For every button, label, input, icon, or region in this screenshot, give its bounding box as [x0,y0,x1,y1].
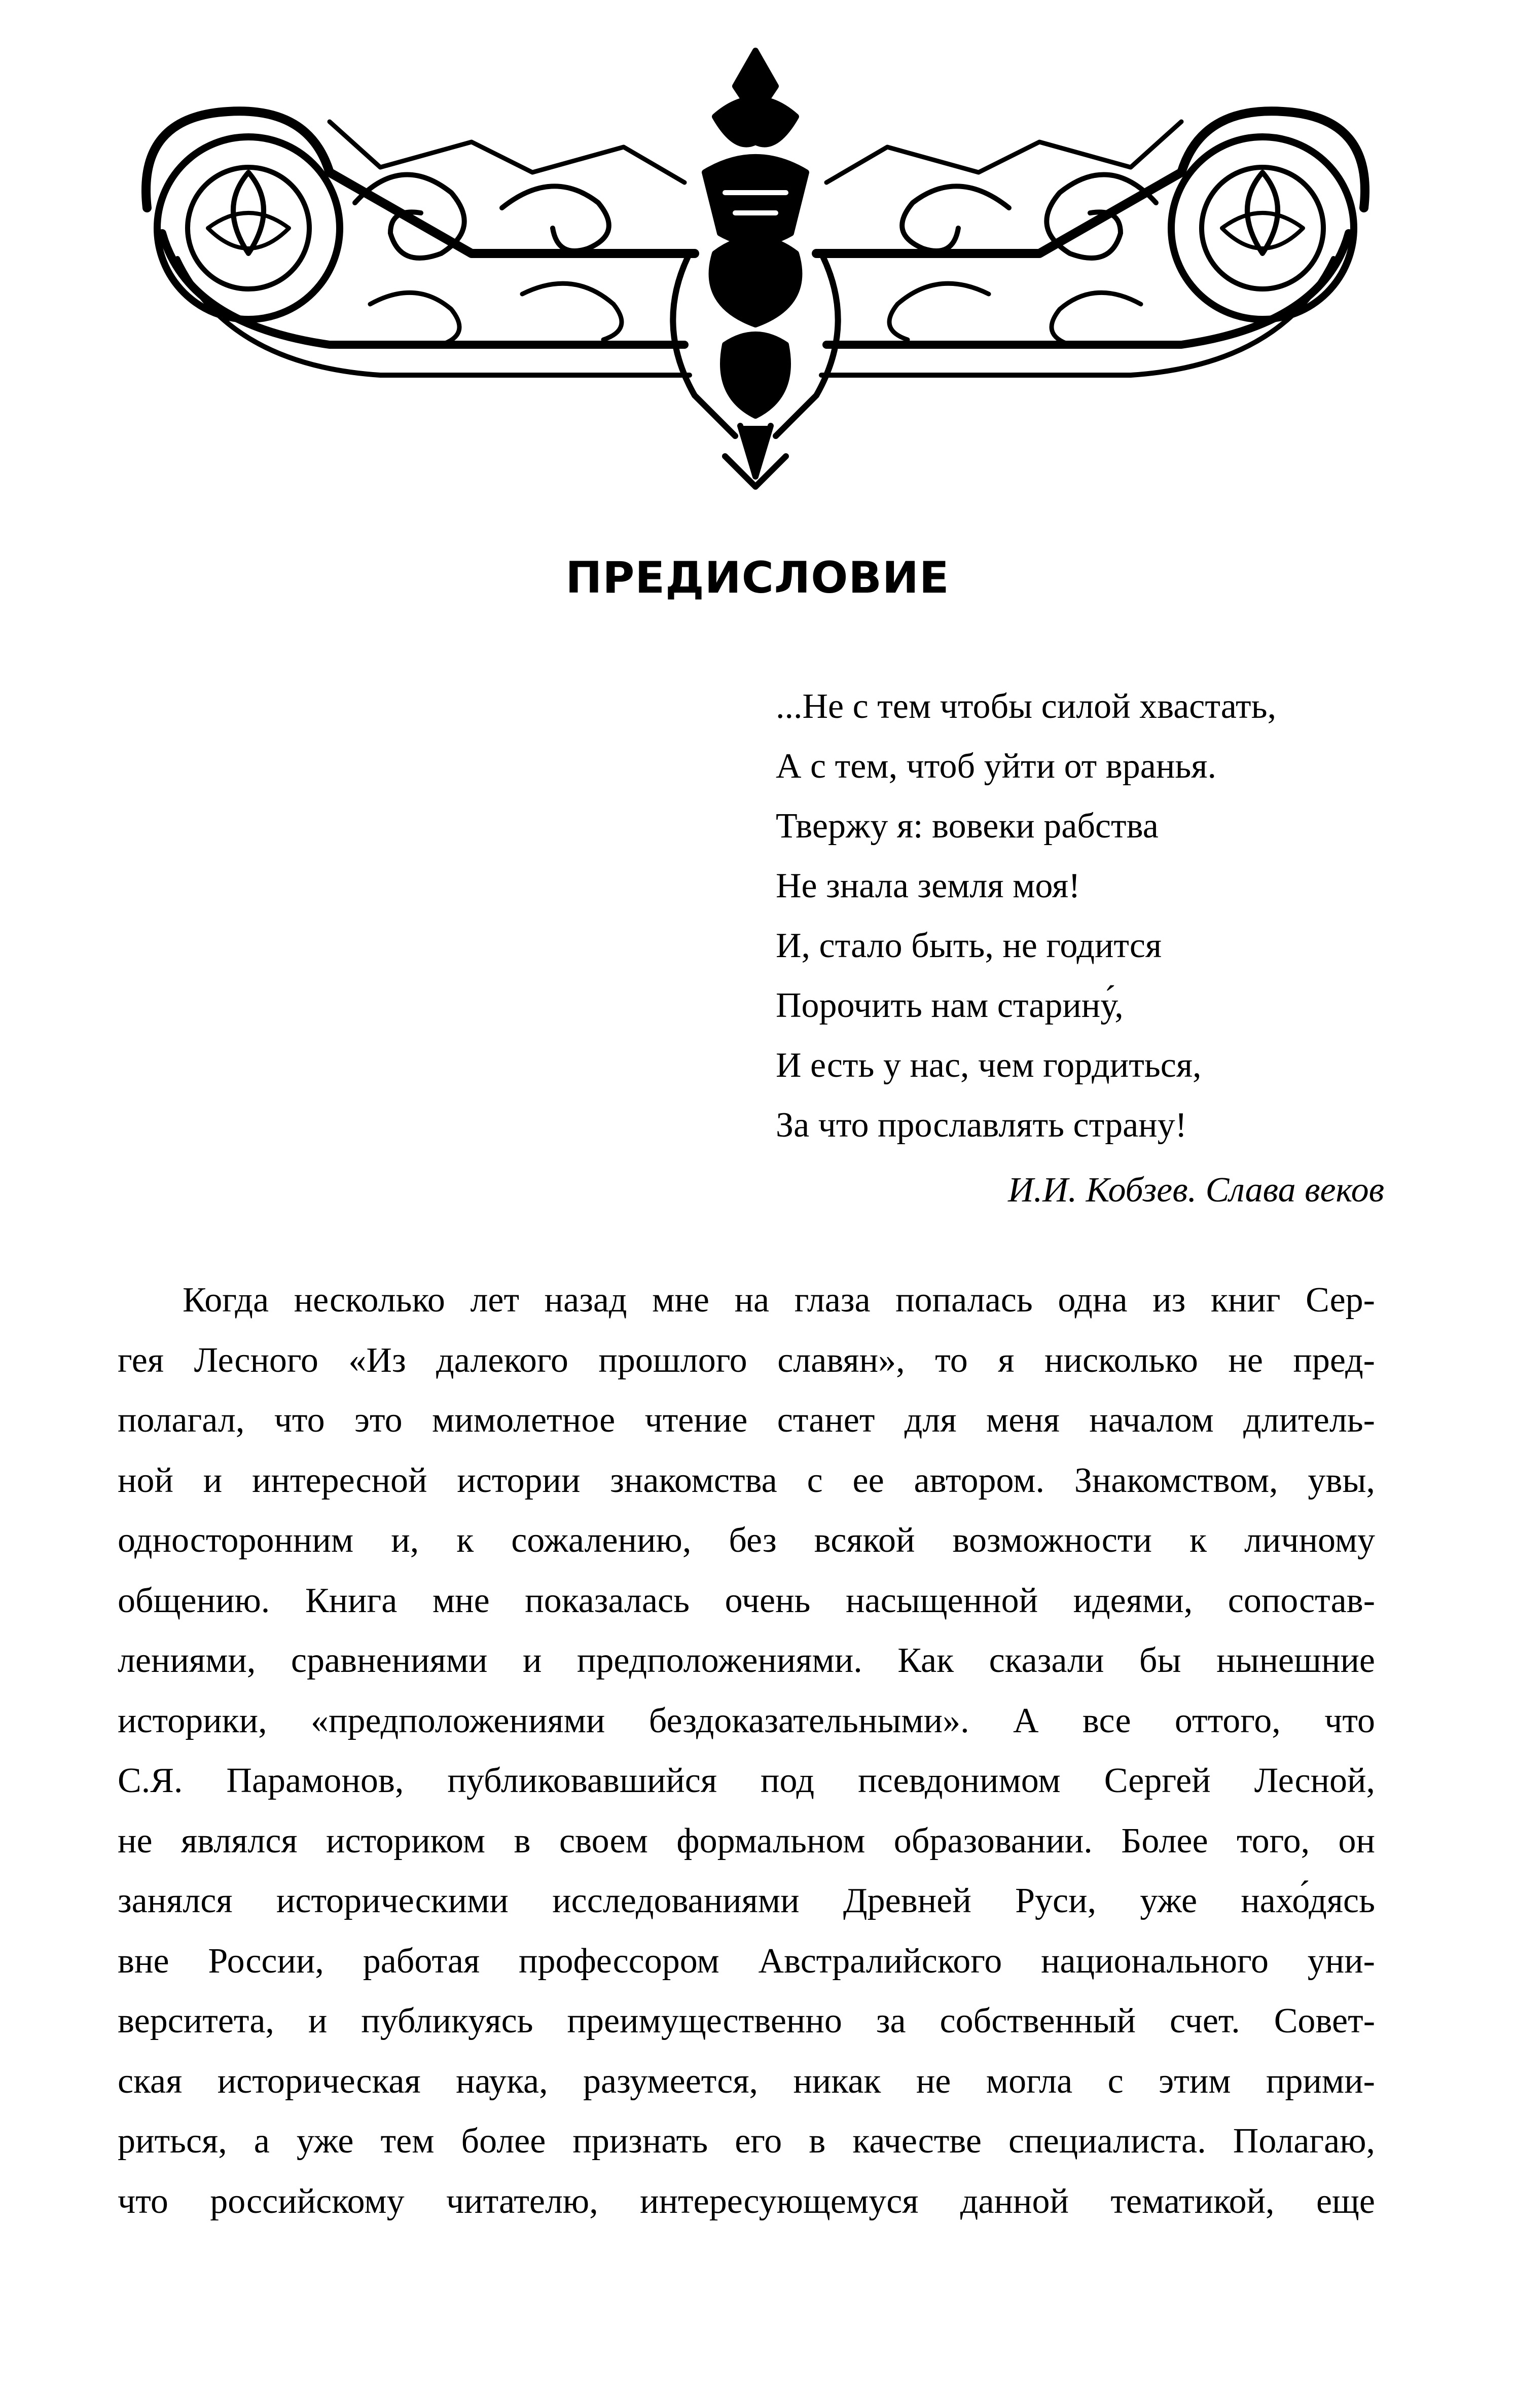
paragraph-line: ская историческая наука, разумеется, никак не могла с этим прими- [118,2061,1375,2101]
paragraph-line: ной и интересной истории знакомства с ее автором. Знакомством, увы, [118,1461,1375,1500]
paragraph-line: что российскому читателю, интересующемуся данной тематикой, еще [118,2181,1375,2221]
paragraph-line: не являлся историком в своем формальном образовании. Более того, он [118,1821,1375,1860]
epigraph-line: И есть у нас, чем гордиться, [776,1046,1202,1085]
paragraph-line: занялся историческими исследованиями Древней Руси, уже нахо́дясь [118,1881,1375,1920]
epigraph-line: ...Не с тем чтобы силой хвастать, [776,687,1277,726]
paragraph-line: гея Лесного «Из далекого прошлого славян», то я нисколько не пред- [118,1340,1375,1380]
paragraph-line: вне России, работая профессором Австралийского национального уни- [118,1941,1375,1981]
paragraph-line: верситета, и публикуясь преимущественно за собственный счет. Совет- [118,2001,1375,2040]
epigraph-line: И, стало быть, не годится [776,926,1162,965]
epigraph-line: А с тем, чтоб уйти от вранья. [776,747,1216,786]
paragraph-line: общению. Книга мне показалась очень насыщенной идеями, сопостав- [118,1581,1375,1620]
paragraph-line: полагал, что это мимолетное чтение станет для меня началом длитель- [118,1401,1375,1440]
paragraph-line: С.Я. Парамонов, публиковавшийся под псевдонимом Сергей Лесной, [118,1761,1375,1800]
body-paragraph [118,1270,1375,2232]
epigraph-attribution: И.И. Кобзев. Слава веков [1008,1171,1384,1210]
paragraph-line: историки, «предположениями бездоказательными». А все оттого, что [118,1701,1375,1740]
epigraph-line: Не знала земля моя! [776,866,1080,905]
paragraph-line: Когда несколько лет назад мне на глаза попалась одна из книг Сер- [183,1281,1375,1320]
epigraph-line: Порочить нам старину́, [776,986,1124,1025]
paragraph-line: лениями, сравнениями и предположениями. Как сказали бы нынешние [118,1641,1375,1680]
epigraph [776,677,1384,1220]
paragraph-line: односторонним и, к сожалению, без всякой возможности к личному [118,1521,1375,1560]
paragraph-line: риться, а уже тем более признать его в качестве специалиста. Полагаю, [118,2122,1375,2161]
decorative-headpiece-ornament [117,41,1394,497]
epigraph-line: Твержу я: вовеки рабства [776,807,1159,846]
chapter-title: ПРЕДИСЛОВИЕ [565,553,950,603]
epigraph-line: За что прославлять страну! [776,1106,1187,1145]
